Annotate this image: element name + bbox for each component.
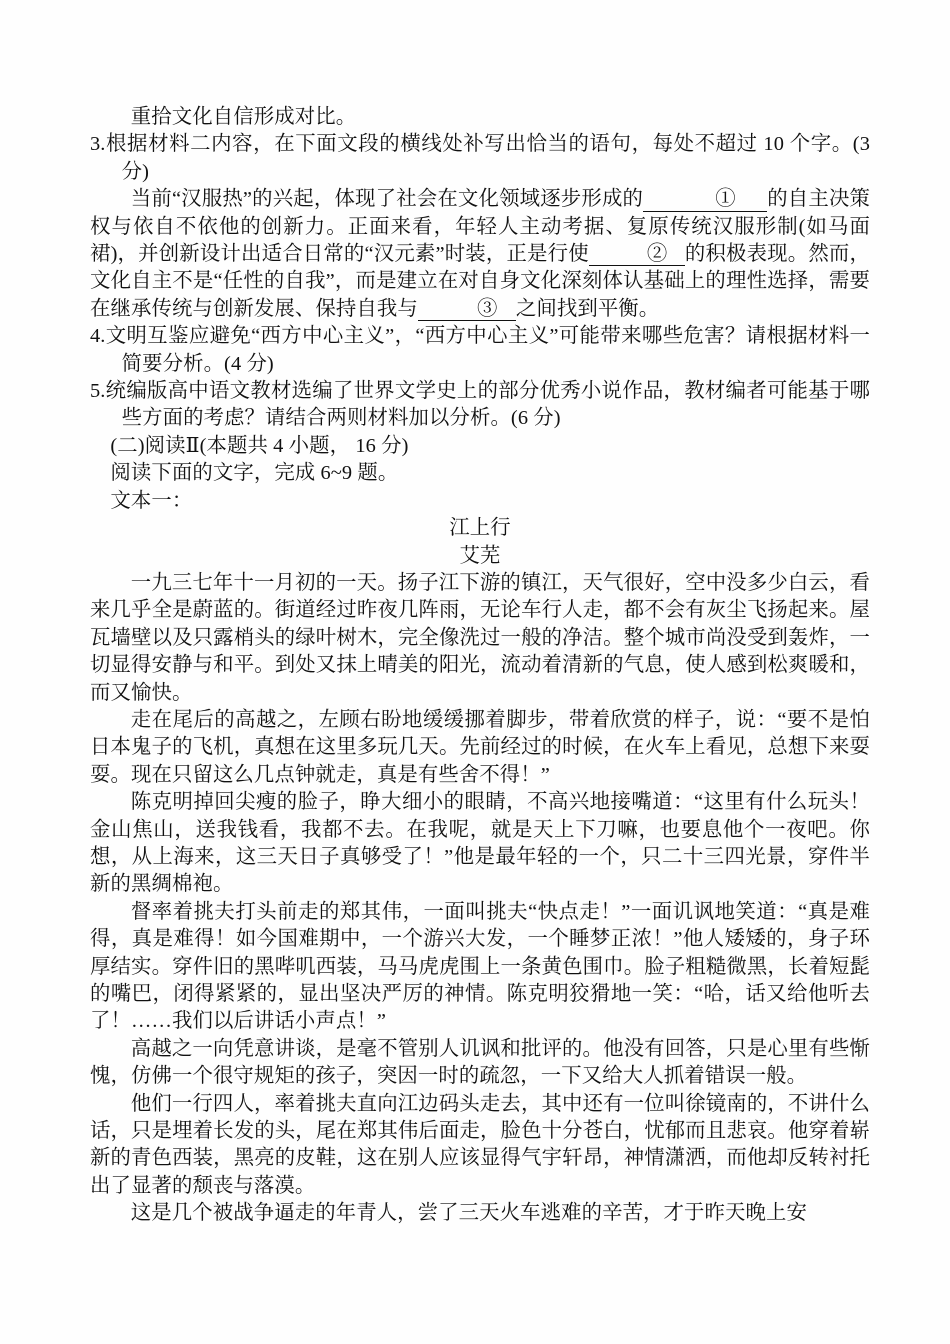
question-5: 5.统编版高中语文教材选编了世界文学史上的部分优秀小说作品，教材编者可能基于哪些方面的考虑？请结合两则材料加以分析。(6 分): [90, 380, 870, 430]
reading-author: 艾芜: [459, 544, 501, 567]
section-label: (二)阅读Ⅱ(本题共 4 小题， 16 分): [110, 434, 409, 457]
cloze-blank-3[interactable]: ③: [418, 299, 516, 321]
question-4: 4.文明互鉴应避免“西方中心主义”，“西方中心主义”可能带来哪些危害？请根据材料一简要分析。(4 分): [90, 325, 870, 375]
cloze-segment-3: 的积极表现。然而，文化自主不是“任性的自我”，而是建立在对自身文化深刻体认基础上的理性选择，需要在继承传统与创新发展、保持自我与: [90, 243, 870, 320]
reading-paragraph: 这是几个被战争逼走的年青人，尝了三天火车逃难的辛苦，才于昨天晚上安: [130, 1202, 807, 1225]
reading-paragraph: 督率着挑夫打头前走的郑其伟，一面叫挑夫“快点走！”一面讥讽地笑道：“真是难得，真是难得！如今国难期中，一个游兴大发，一个睡梦正浓！”他人矮矮的，身子环厚结实。穿件旧的黑哔叽西装，马马虎虎围上一条黄色围巾。脸子粗糙微黑，长着短髭的嘴巴，闭得紧紧的，显出坚决严厉的神情。陈克明狡猾地一笑：“哈，话又给他听去了！……我们以后讲话小声点！”: [90, 900, 870, 1033]
reading-paragraph: 走在尾后的高越之，左顾右盼地缓缓挪着脚步，带着欣赏的样子，说：“要不是怕日本鬼子的飞机，真想在这里多玩几天。先前经过的时候，在火车上看见，总想下来耍耍。现在只留这么几点钟就走，真是有些舍不得！”: [90, 708, 870, 786]
cloze-blank-1[interactable]: ①: [643, 189, 767, 211]
document-body: [90, 104, 870, 1228]
reading-paragraph: 他们一行四人，率着挑夫直向江边码头走去，其中还有一位叫徐镜南的，不讲什么话，只是埋着长发的头，尾在郑其伟后面走，脸色十分苍白，忧郁而且悲哀。他穿着崭新的青色西装，黑亮的皮鞋，这在别人应该显得气宇轩昂，神情潇洒，而他却反转衬托出了显著的颓丧与落漠。: [90, 1092, 870, 1197]
section-instruction: 阅读下面的文字，完成 6~9 题。: [110, 462, 399, 485]
cloze-blank-2[interactable]: ②: [589, 244, 685, 266]
cloze-segment-2: 的自主决策权与依自不依他的创新力。正面来看，年轻人主动考据、复原传统汉服形制(如马面裙)，并创新设计出适合日常的“汉元素”时装，正是行使: [90, 188, 871, 266]
reading-paragraph: 一九三七年十一月初的一天。扬子江下游的镇江，天气很好，空中没多少白云，看来几乎全是蔚蓝的。街道经过昨夜几阵雨，无论车行人走，都不会有灰尘飞扬起来。屋瓦墙壁以及只露梢头的绿叶树木，完全像洗过一般的净洁。整个城市尚没受到轰炸，一切显得安静与和平。到处又抹上晴美的阳光，流动着清新的气息，使人感到松爽暖和，而又愉快。: [90, 571, 870, 704]
cloze-segment-4: 之间找到平衡。: [515, 297, 660, 320]
cloze-passage: [90, 186, 870, 323]
cloze-segment-1: 当前“汉服热”的兴起，体现了社会在文化领域逐步形成的: [130, 188, 644, 211]
reading-paragraph: 陈克明掉回尖瘦的脸子，睁大细小的眼睛，不高兴地接嘴道：“这里有什么玩头！金山焦山，送我钱看，我都不去。在我呢，就是天上下刀嘛，也要息他个一夜吧。你想，从上海来，这三天日子真够受了！”他是最年轻的一个，只二十三四光景，穿件半新的黑绸棉袍。: [90, 791, 870, 896]
question-3: 3.根据材料二内容，在下面文段的横线处补写出恰当的语句，每处不超过 10 个字。(3 分): [90, 133, 870, 183]
reading-title: 江上行: [449, 517, 511, 540]
continued-text-line: 重拾文化自信形成对比。: [130, 106, 357, 128]
reading-paragraph: 高越之一向凭意讲谈，是毫不管别人讥讽和批评的。他没有回答，只是心里有些惭愧，仿佛一个很守规矩的孩子，突因一时的疏忽，一下又给大人抓着错误一般。: [90, 1037, 870, 1088]
text-label: 文本一：: [110, 489, 193, 512]
